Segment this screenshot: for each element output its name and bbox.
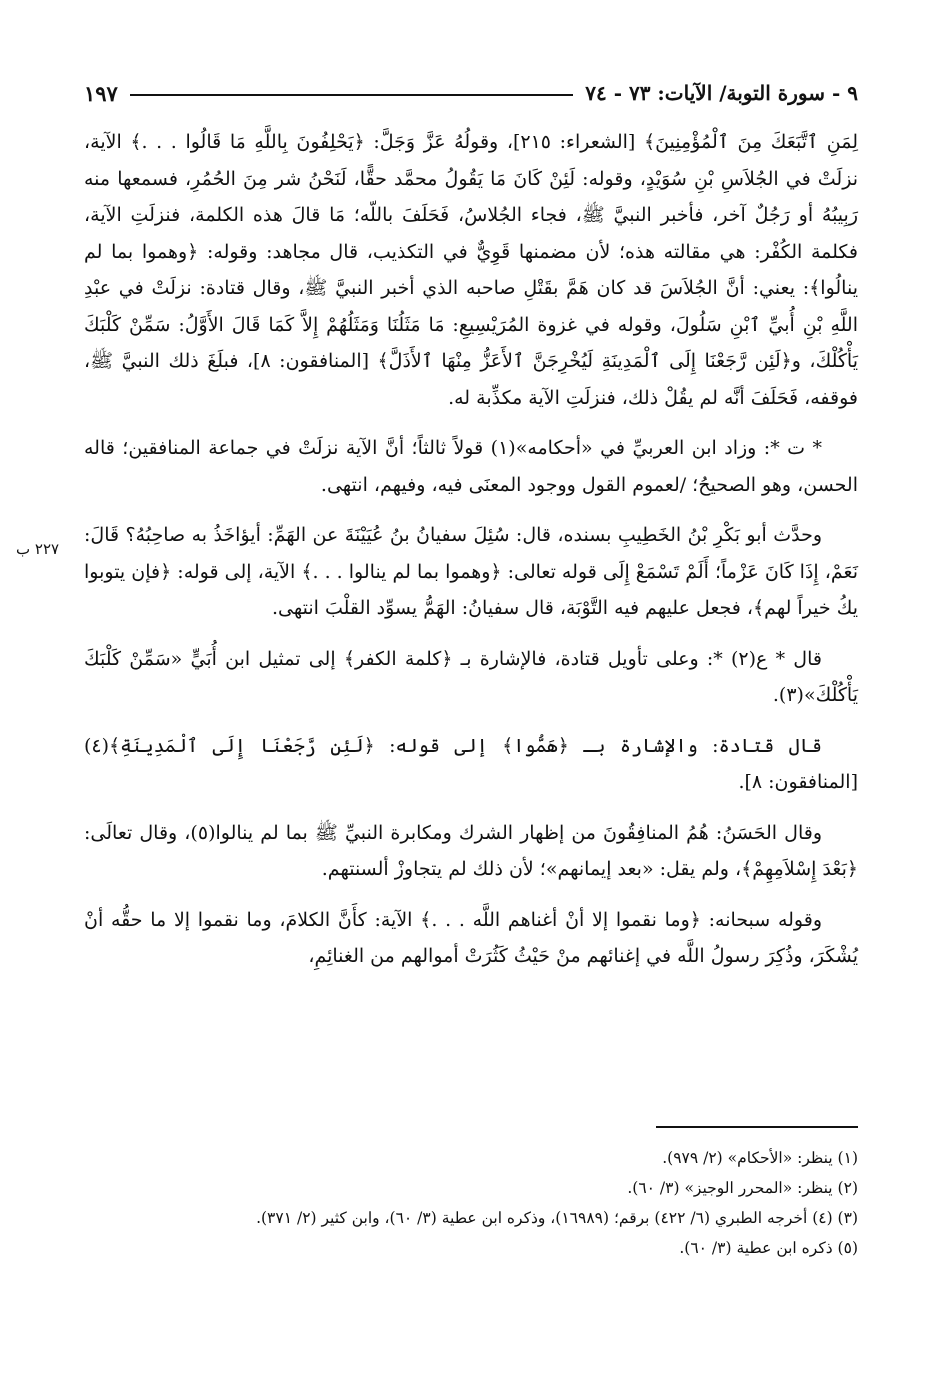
footnote-5: (٥) ذكره ابن عطية (٣/ ٦٠). (679, 1239, 858, 1257)
paragraph-3: وحدَّث أبو بَكْرِ بْنُ الخَطِيبِ بسنده، قال: سُئِلَ سفيانُ بنُ عُيَيْنَةَ عن الهَمِّ: أيؤاخَذُ به صاحِبُهُ؟ قَالَ: نَعَمْ، إِذَا كَانَ عَزْماً؛ أَلَمْ تَسْمَعْ إِلَى قوله تعالى: ﴿وهموا بما لم ينالوا . . .﴾ الآية، إلى قوله: ﴿فإن يتوبوا يكُ خيراً لهم﴾، فجعل عليهم فيه التَّوْبَة، قال سفيانُ: الهَمُّ يسوِّد القلْبَ انتهى. (84, 524, 858, 619)
footnote-1: (١) ينظر: «الأحكام» (٢/ ٩٧٩). (662, 1149, 858, 1167)
paragraph-5: قال قتادة: والإشارة بـ ﴿هَمُّوا﴾ إلى قوله: ﴿لَئِن رَّجَعْنَا إِلَى ٱلْمَدِينَةِ﴾(٤) [المنافقون: ٨]. (84, 734, 858, 793)
manuscript-folio-note: ٢٢٧ ب (16, 540, 60, 558)
paragraph-1: لِمَنِ ٱتَّبَعَكَ مِنَ ٱلْمُؤْمِنِينَ﴾ [الشعراء: ٢١٥]، وقولُهُ عَزَّ وَجَلَّ: ﴿يَحْلِفُونَ بِاللَّهِ مَا قَالُوا . . .﴾ الآية، نزلَتْ في الجُلاَسِ بْنِ سُوَيْدٍ، وقوله: لَئِنْ كَانَ مَا يَقُولُ محمَّد حقًّا، لَنَحْنُ شر مِنَ الحُمُرِ، فسمعها منه رَبِيبُهُ أو رَجُلٌ آخر، فأخبر النبيَّ ﷺ، فجاء الجُلاسُ، فَحَلَفَ باللّه؛ مَا قالَ هذه الكلمة، فنزلَتِ الآية، فكلمة الكُفْر: هي مقالته هذه؛ لأن مضمنها قَوِيٌّ في التكذيب، قال مجاهد: وقوله: ﴿وهموا بما لم ينالُوا﴾: يعني: أنَّ الجُلاَسَ قد كان هَمَّ بقَتْلِ صاحبه الذي أخبر النبيَّ ﷺ، وقال قتادة: نزلَتْ في عبْدِ اللَّهِ بْنِ أُبيِّ ٱبْنِ سَلُولَ، وقوله في غزوة المُرَيْسِيعِ: مَا مَثَلُنَا وَمَثَلُهُمْ إِلاَّ كَمَا قَالَ الأَوَّلُ: سَمِّنْ كَلْبَكَ يَأْكُلْكَ، و﴿لَئِن رَّجَعْنَا إِلَى ٱلْمَدِينَةِ لَيُخْرِجَنَّ ٱلأَعَزُّ مِنْهَا ٱلأَذَلَّ﴾ [المنافقون: ٨]، فبلَغَ ذلك النبيَّ ﷺ، فوقفه، فَحَلَفَ أنَّه لم يقُلْ ذلك، فنزلَتِ الآية مكذِّبة له. (84, 131, 858, 409)
header-rule (130, 94, 573, 96)
paragraph-6: وقال الحَسَنُ: هُمُ المنافِقُونَ من إظهار الشرك ومكابرة النبيِّ ﷺ بما لم ينالوا(٥)، وقال تعالَى: ﴿بَعْدَ إِسْلاَمِهِمْ﴾، ولم يقل: «بعد إيمانهم»؛ لأن ذلك لم يتجاوزْ ألسنتهم. (84, 821, 858, 880)
footnote-3-4: (٣) (٤) أخرجه الطبري (٦/ ٤٢٢) برقم؛ (١٦٩٨٩)، وذكره ابن عطية (٣/ ٦٠)، وابن كثير (٢/ ٣٧١). (256, 1209, 858, 1227)
footnote-2: (٢) ينظر: «المحرر الوجيز» (٣/ ٦٠). (627, 1179, 858, 1197)
running-header (84, 76, 858, 110)
page-number: ١٩٧ (84, 80, 118, 106)
main-text (84, 124, 858, 989)
paragraph-7: وقوله سبحانه: ﴿وما نقموا إلا أنْ أغناهم اللَّه . . .﴾ الآية: كأَنَّ الكلامَ، وما نقموا إلا ما حقُّه أنْ يُشْكَرَ، وذُكِرَ رسولُ اللَّه في إغنائهم منْ حَيْثُ كَثُرَتْ أموالهم من الغنائِمِ، (84, 908, 858, 967)
footnote-separator (656, 1126, 858, 1128)
footnotes (84, 1143, 858, 1263)
paragraph-4: قال * ع(٢) *: وعلى تأويل قتادة، فالإشارة بـ ﴿كلمة الكفر﴾ إلى تمثيل ابن أُبَيٍّ «سَمِّنْ كَلْبَكَ يَأْكُلْكَ»(٣). (84, 647, 858, 706)
chapter-title: ٩ - سورة التوبة/ الآيات: ٧٣ - ٧٤ (585, 81, 858, 105)
paragraph-2: * ت *: وزاد ابن العربيِّ في «أحكامه»(١) قولاً ثالثاً؛ أنَّ الآية نزلَتْ في جماعة المنافقين؛ قاله الحسن، وهو الصحيحُ؛ /لعموم القول ووجود المعنَى فيه، وفيهم، انتهى. (84, 437, 858, 496)
